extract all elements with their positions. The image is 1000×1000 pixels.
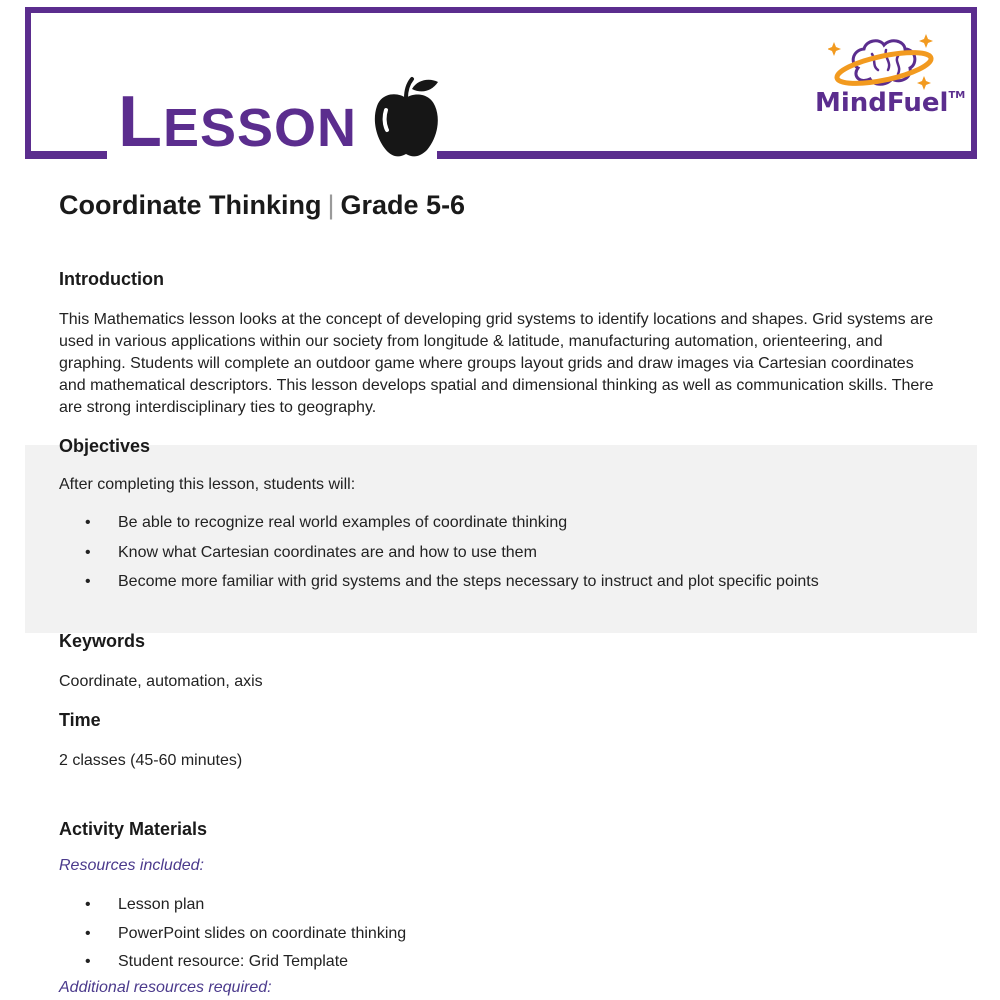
logo-wordmark: MindFuel bbox=[815, 88, 949, 118]
objective-text: Know what Cartesian coordinates are and how to use them bbox=[118, 543, 537, 561]
bullet-icon: • bbox=[85, 953, 91, 970]
lesson-name: Coordinate Thinking bbox=[59, 190, 322, 220]
keywords-text: Coordinate, automation, axis bbox=[59, 673, 263, 690]
banner-rule-left bbox=[25, 151, 107, 159]
list-item bbox=[85, 894, 406, 923]
grade-level: Grade 5-6 bbox=[340, 190, 466, 220]
introduction-text: This Mathematics lesson looks at the concept of developing grid systems to identify locations and shapes. Grid systems are used in various applications within our society from longitude & latitude, manufacturing automation, orienteering, and graphing. Students will complete an outdoor game where groups layout grids and draw images via Cartesian coordinates and mathematical descriptors. This lesson develops spatial and dimensional thinking as well as communication skills. There are strong interdisciplinary ties to geography. bbox=[59, 311, 934, 416]
resources-included-label: Resources included: bbox=[59, 857, 204, 874]
bullet-icon: • bbox=[85, 573, 91, 590]
time-heading: Time bbox=[59, 710, 101, 730]
mindfuel-logo bbox=[815, 88, 966, 128]
resource-text: Student resource: Grid Template bbox=[118, 953, 349, 970]
objectives-lead: After completing this lesson, students will: bbox=[59, 476, 356, 493]
apple-icon bbox=[372, 76, 442, 160]
resource-text: Lesson plan bbox=[118, 896, 205, 913]
title-separator: | bbox=[327, 190, 335, 220]
list-item bbox=[85, 542, 819, 572]
objective-text: Become more familiar with grid systems and the steps necessary to instruct and plot specific points bbox=[118, 573, 819, 590]
resources-list bbox=[85, 894, 406, 980]
lesson-heading bbox=[118, 82, 357, 162]
bullet-icon: • bbox=[85, 896, 91, 913]
objective-text: Be able to recognize real world examples of coordinate thinking bbox=[118, 514, 568, 531]
bullet-icon: • bbox=[85, 924, 91, 942]
keywords-heading: Keywords bbox=[59, 631, 146, 651]
bullet-icon: • bbox=[85, 514, 91, 531]
time-text: 2 classes (45-60 minutes) bbox=[59, 752, 243, 769]
logo-trademark: TM bbox=[948, 90, 966, 101]
list-item bbox=[85, 512, 819, 542]
introduction-heading: Introduction bbox=[59, 269, 164, 289]
objectives-heading: Objectives bbox=[59, 436, 151, 456]
lesson-initial: L bbox=[118, 82, 163, 162]
lesson-rest: ESSON bbox=[162, 98, 358, 158]
list-item bbox=[85, 951, 406, 980]
materials-heading: Activity Materials bbox=[59, 819, 208, 839]
list-item bbox=[85, 923, 406, 952]
bullet-icon: • bbox=[85, 543, 91, 561]
additional-resources-label: Additional resources required: bbox=[59, 979, 272, 996]
resource-text: PowerPoint slides on coordinate thinking bbox=[118, 924, 407, 942]
objectives-list bbox=[85, 512, 819, 601]
page-title bbox=[59, 190, 465, 224]
banner-rule-right bbox=[437, 151, 977, 159]
list-item bbox=[85, 571, 819, 601]
